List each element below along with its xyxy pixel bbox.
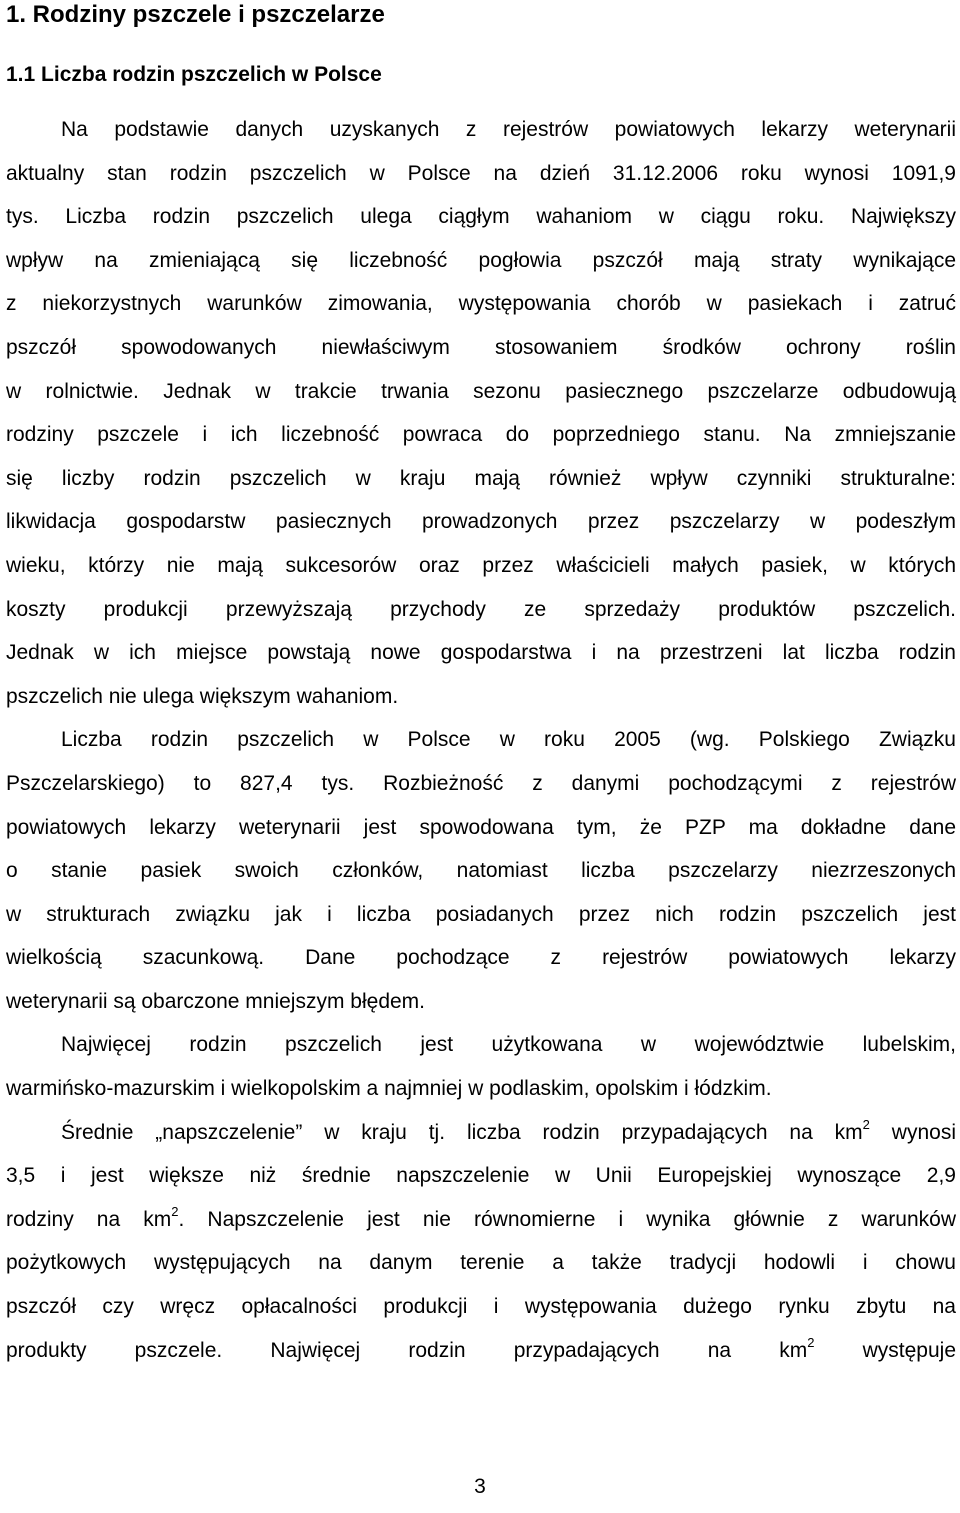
text-fragment: produkty pszczele. Najwięcej rodzin przypadających na km [6,1338,808,1362]
paragraph-3-line: warmińsko-mazurskim i wielkopolskim a najmniej w podlaskim, opolskim i łódzkim. [6,1077,772,1101]
superscript: 2 [807,1334,815,1350]
paragraph-1-line: likwidacja gospodarstw pasiecznych prowadzonych przez pszczelarzy w podeszłym [6,510,956,534]
paragraph-1-line: pszczelich nie ulega większym wahaniom. [6,684,399,708]
paragraph-2-line: wielkością szacunkową. Dane pochodzące z rejestrów powiatowych lekarzy [6,946,956,970]
text-fragment: wynosi [869,1120,956,1144]
paragraph-3-line: Najwięcej rodzin pszczelich jest użytkowana w województwie lubelskim, [61,1033,956,1057]
paragraph-2-line: w strukturach związku jak i liczba posiadanych przez nich rodzin pszczelich jest [6,902,956,926]
paragraph-1-line: aktualny stan rodzin pszczelich w Polsce na dzień 31.12.2006 roku wynosi 1091,9 [6,161,956,185]
paragraph-4-line [6,1329,956,1373]
paragraph-1-line: Na podstawie danych uzyskanych z rejestrów powiatowych lekarzy weterynarii [61,118,956,141]
text-fragment: . Napszczelenie jest nie równomierne i wynika głównie z warunków [178,1207,956,1231]
paragraph-4-line: pożytkowych występujących na danym terenie a także tradycji hodowli i chowu [6,1251,956,1275]
chapter-heading: 1. Rodziny pszczele i pszczelarze [6,1,385,28]
body-text [6,108,956,1372]
paragraph-2-line: weterynarii są obarczone mniejszym błędem. [6,989,426,1013]
paragraph-4-line [6,1198,956,1242]
paragraph-4-line: 3,5 i jest większe niż średnie napszczelenie w Unii Europejskiej wynoszące 2,9 [6,1164,956,1188]
paragraph-4-line [6,1111,956,1155]
paragraph-2-line: Pszczelarskiego) to 827,4 tys. Rozbieżność z danymi pochodzącymi z rejestrów [6,771,956,795]
text-fragment: występuje [814,1338,957,1362]
paragraph-1-line: koszty produkcji przewyższają przychody ze sprzedaży produktów pszczelich. [6,597,956,621]
paragraph-1-line: Jednak w ich miejsce powstają nowe gospodarstwa i na przestrzeni lat liczba rodzin [6,641,956,665]
paragraph-1-line: pszczół spowodowanych niewłaściwym stosowaniem środków ochrony roślin [6,335,956,359]
paragraph-1-line: w rolnictwie. Jednak w trakcie trwania sezonu pasiecznego pszczelarze odbudowują [6,379,956,403]
paragraph-2-line: Liczba rodzin pszczelich w Polsce w roku 2005 (wg. Polskiego Związku [61,728,956,752]
paragraph-1-line: z niekorzystnych warunków zimowania, występowania chorób w pasiekach i zatruć [6,292,956,316]
paragraph-2-line: powiatowych lekarzy weterynarii jest spowodowana tym, że PZP ma dokładne dane [6,815,956,839]
paragraph-1-line: wieku, którzy nie mają sukcesorów oraz przez właścicieli małych pasiek, w których [6,553,956,577]
section-heading: 1.1 Liczba rodzin pszczelich w Polsce [6,63,382,86]
paragraph-4-line: pszczół czy wręcz opłacalności produkcji i występowania dużego rynku zbytu na [6,1295,956,1319]
text-fragment: rodziny na km [6,1207,172,1231]
text-fragment: Średnie „napszczelenie” w kraju tj. liczba rodzin przypadających na km [61,1120,863,1144]
paragraph-1-line: wpływ na zmieniającą się liczebność pogłowia pszczół mają straty wynikające [6,248,956,272]
superscript: 2 [171,1203,179,1219]
paragraph-1-line: się liczby rodzin pszczelich w kraju mają również wpływ czynniki strukturalne: [6,466,956,490]
paragraph-1-line: rodziny pszczele i ich liczebność powraca do poprzedniego stanu. Na zmniejszanie [6,423,956,447]
page-number: 3 [474,1475,486,1498]
paragraph-1-line: tys. Liczba rodzin pszczelich ulega ciągłym wahaniom w ciągu roku. Największy [6,205,956,229]
superscript: 2 [862,1116,870,1132]
paragraph-2-line: o stanie pasiek swoich członków, natomiast liczba pszczelarzy niezrzeszonych [6,859,956,883]
